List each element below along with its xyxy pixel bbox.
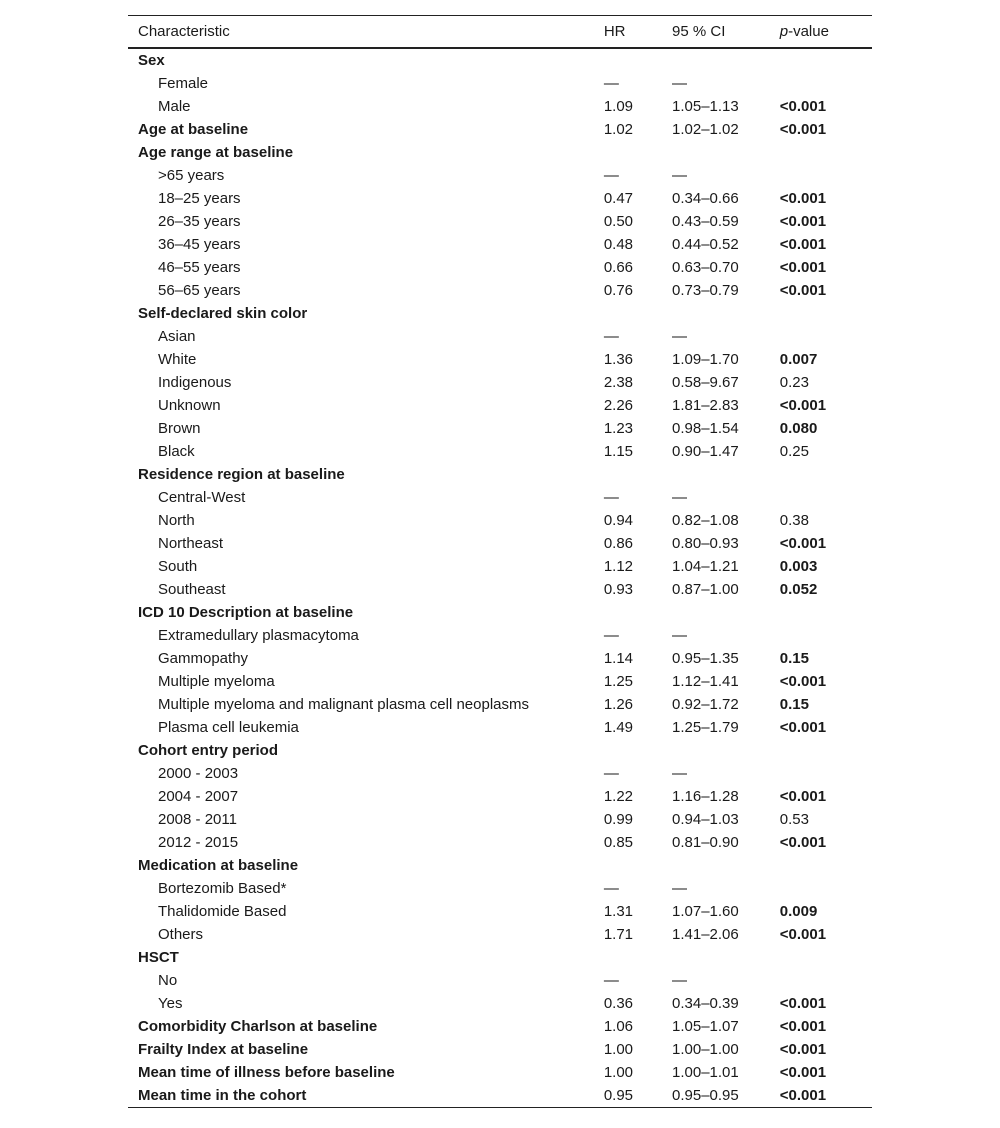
row-p-value [770,164,872,187]
row-ci [662,854,770,877]
row-characteristic: North [158,512,195,529]
row-p-value [770,877,872,900]
row-p-value [770,486,872,509]
row-ci: 0.95–1.35 [672,650,739,667]
row-hr: 0.99 [603,811,634,828]
table-row [128,1084,872,1108]
table-row [128,739,872,762]
row-hr: 0.93 [603,581,634,598]
table-row [128,417,872,440]
row-hr: 1.02 [603,121,634,138]
row-ci: — [672,972,688,989]
row-hr: 0.47 [603,190,634,207]
row-ci: 0.43–0.59 [672,213,739,230]
row-characteristic: >65 years [158,167,225,184]
row-hr: — [603,972,619,989]
row-hr: 1.71 [603,926,634,943]
row-p-value: 0.38 [779,512,809,529]
row-hr: 0.50 [603,213,634,230]
table-row [128,716,872,739]
row-p-value: 0.15 [779,650,809,667]
row-p-value: 0.052 [779,581,818,598]
row-hr [594,463,662,486]
table-row [128,877,872,900]
row-hr: 0.66 [603,259,634,276]
row-hr: 1.06 [603,1018,634,1035]
row-ci: 0.73–0.79 [672,282,739,299]
table-row [128,279,872,302]
row-p-value: <0.001 [779,190,827,207]
row-characteristic: 2000 - 2003 [158,765,239,782]
row-p-value: <0.001 [779,535,827,552]
row-ci: 0.94–1.03 [672,811,739,828]
table-row [128,233,872,256]
table-row [128,1038,872,1061]
row-ci: 1.41–2.06 [672,926,739,943]
row-p-value: 0.23 [779,374,809,391]
row-hr: 1.25 [603,673,634,690]
row-p-value [770,48,872,72]
row-ci: 1.09–1.70 [672,351,739,368]
table-row [128,808,872,831]
row-hr [594,302,662,325]
row-hr [594,141,662,164]
row-characteristic: Asian [158,328,196,345]
row-characteristic: Self-declared skin color [138,305,308,322]
row-characteristic: 2008 - 2011 [158,811,237,828]
table-row [128,647,872,670]
table-row [128,831,872,854]
row-hr: — [603,328,619,345]
row-characteristic: Gammopathy [158,650,249,667]
table-row [128,164,872,187]
row-p-value: 0.15 [779,696,809,713]
row-characteristic: Others [158,926,204,943]
row-ci: 0.44–0.52 [672,236,739,253]
row-p-value [770,72,872,95]
row-hr: 1.26 [603,696,634,713]
row-ci: 1.05–1.13 [672,98,739,115]
row-hr: 0.36 [603,995,634,1012]
table-row [128,95,872,118]
row-characteristic: Black [158,443,195,460]
row-hr: 0.86 [603,535,634,552]
row-hr: 1.22 [603,788,634,805]
row-characteristic: Frailty Index at baseline [138,1041,309,1058]
row-ci: — [672,765,688,782]
row-p-value: <0.001 [779,1018,827,1035]
row-ci: 1.02–1.02 [672,121,739,138]
row-ci [662,302,770,325]
row-characteristic: Comorbidity Charlson at baseline [138,1018,378,1035]
row-hr: 0.85 [603,834,634,851]
row-p-value: 0.009 [779,903,818,920]
row-ci: — [672,489,688,506]
row-p-value: 0.25 [779,443,809,460]
row-p-value: 0.53 [779,811,809,828]
row-ci: — [672,328,688,345]
row-hr: 1.00 [603,1064,634,1081]
row-characteristic: No [158,972,178,989]
table-row [128,578,872,601]
row-ci: 1.81–2.83 [672,397,739,414]
row-p-value: <0.001 [779,834,827,851]
row-characteristic: Multiple myeloma [158,673,275,690]
row-characteristic: Indigenous [158,374,232,391]
row-hr: 1.31 [603,903,634,920]
row-characteristic: Medication at baseline [138,857,299,874]
row-hr [594,946,662,969]
row-hr: 0.48 [603,236,634,253]
row-p-value: <0.001 [779,788,827,805]
row-characteristic: Unknown [158,397,221,414]
table-row [128,762,872,785]
table-row [128,555,872,578]
row-ci: — [672,627,688,644]
table-row [128,624,872,647]
row-p-value: 0.007 [779,351,818,368]
table-row [128,693,872,716]
row-p-value: <0.001 [779,1064,827,1081]
table-row [128,1061,872,1084]
table-row [128,141,872,164]
table-row [128,256,872,279]
table-row [128,946,872,969]
row-p-value: <0.001 [779,282,827,299]
row-ci: — [672,880,688,897]
header-p-italic: p [779,23,789,40]
row-p-value: <0.001 [779,926,827,943]
row-p-value: <0.001 [779,121,827,138]
row-ci: 0.34–0.66 [672,190,739,207]
row-p-value [770,325,872,348]
row-characteristic: Female [158,75,209,92]
row-ci: 0.90–1.47 [672,443,739,460]
row-p-value: <0.001 [779,259,827,276]
row-characteristic: South [158,558,198,575]
row-p-value [770,854,872,877]
row-p-value: 0.080 [779,420,818,437]
table-row [128,854,872,877]
row-hr: 1.15 [603,443,634,460]
row-characteristic: HSCT [138,949,179,966]
row-characteristic: Sex [138,52,165,69]
row-characteristic: Age range at baseline [138,144,294,161]
row-p-value: 0.003 [779,558,818,575]
row-characteristic: Yes [158,995,183,1012]
row-ci [662,141,770,164]
row-p-value: <0.001 [779,1041,827,1058]
row-characteristic: Male [158,98,191,115]
row-p-value: <0.001 [779,995,827,1012]
row-ci: 1.00–1.00 [672,1041,739,1058]
hazard-ratio-table [128,15,872,1108]
row-characteristic: Thalidomide Based [158,903,287,920]
row-characteristic: Cohort entry period [138,742,279,759]
header-hr: HR [594,16,662,49]
row-p-value: <0.001 [779,213,827,230]
row-characteristic: Plasma cell leukemia [158,719,299,736]
row-ci: 0.92–1.72 [672,696,739,713]
row-ci: 1.07–1.60 [672,903,739,920]
row-hr: 1.14 [603,650,634,667]
table-row [128,923,872,946]
row-characteristic: ICD 10 Description at baseline [138,604,354,621]
header-row [128,16,872,49]
row-ci: 1.05–1.07 [672,1018,739,1035]
table-body [128,48,872,1108]
row-characteristic: Multiple myeloma and malignant plasma cell neoplasms [158,696,530,713]
row-p-value: <0.001 [779,673,827,690]
row-ci [662,48,770,72]
row-characteristic: 26–35 years [158,213,241,230]
row-characteristic: Extramedullary plasmacytoma [158,627,359,644]
row-hr: 2.38 [603,374,634,391]
row-characteristic: Northeast [158,535,224,552]
table-row [128,900,872,923]
header-p-suffix: -value [788,23,829,40]
row-ci: 0.98–1.54 [672,420,739,437]
row-p-value [770,601,872,624]
row-hr: 1.12 [603,558,634,575]
row-ci: 1.00–1.01 [672,1064,739,1081]
table-row [128,48,872,72]
table-row [128,440,872,463]
table-row [128,670,872,693]
table-row [128,509,872,532]
row-p-value [770,302,872,325]
row-ci [662,601,770,624]
row-ci [662,739,770,762]
row-ci: 1.04–1.21 [672,558,739,575]
row-p-value [770,762,872,785]
table-row [128,348,872,371]
row-hr: 2.26 [603,397,634,414]
row-p-value [770,739,872,762]
row-hr: 1.49 [603,719,634,736]
row-hr [594,854,662,877]
row-p-value [770,463,872,486]
row-hr: — [603,167,619,184]
row-p-value [770,624,872,647]
row-ci: 0.95–0.95 [662,1084,770,1108]
row-hr: — [603,489,619,506]
row-characteristic: 56–65 years [158,282,241,299]
table-row [128,325,872,348]
table-row [128,394,872,417]
table-row [128,187,872,210]
table-row [128,118,872,141]
row-characteristic: Brown [158,420,201,437]
table-row [128,72,872,95]
table-row [128,1015,872,1038]
row-p-value [770,969,872,992]
table-row [128,371,872,394]
row-ci: 0.58–9.67 [672,374,739,391]
row-ci: 0.82–1.08 [672,512,739,529]
row-characteristic: 2012 - 2015 [158,834,239,851]
row-hr: — [603,880,619,897]
row-characteristic: Southeast [158,581,226,598]
row-characteristic: 18–25 years [158,190,241,207]
row-ci: 1.12–1.41 [672,673,739,690]
row-characteristic: 36–45 years [158,236,241,253]
row-p-value [770,946,872,969]
table-row [128,302,872,325]
row-hr: 0.94 [603,512,634,529]
results-table-container [128,15,872,1108]
row-p-value: <0.001 [770,1084,872,1108]
row-ci: 0.34–0.39 [672,995,739,1012]
row-hr: 0.95 [594,1084,662,1108]
row-ci [662,463,770,486]
row-ci: 0.87–1.00 [672,581,739,598]
header-p-value [770,16,872,49]
row-ci: 1.16–1.28 [672,788,739,805]
row-characteristic: Central-West [158,489,246,506]
row-hr: 0.76 [603,282,634,299]
row-ci: 1.25–1.79 [672,719,739,736]
row-characteristic: Mean time of illness before baseline [138,1064,395,1081]
header-characteristic: Characteristic [128,16,594,49]
row-characteristic: Age at baseline [138,121,249,138]
table-row [128,210,872,233]
row-p-value: <0.001 [779,397,827,414]
row-hr [594,739,662,762]
row-ci: 0.80–0.93 [672,535,739,552]
row-characteristic: White [158,351,197,368]
table-row [128,486,872,509]
row-p-value: <0.001 [779,719,827,736]
row-characteristic: 2004 - 2007 [158,788,239,805]
table-row [128,532,872,555]
row-characteristic: 46–55 years [158,259,241,276]
row-p-value [770,141,872,164]
row-hr [594,601,662,624]
table-row [128,969,872,992]
table-header [128,16,872,49]
row-ci: — [672,75,688,92]
row-ci: — [672,167,688,184]
row-p-value: <0.001 [779,236,827,253]
table-row [128,785,872,808]
row-ci [662,946,770,969]
row-p-value: <0.001 [779,98,827,115]
row-hr: 1.36 [603,351,634,368]
row-characteristic: Mean time in the cohort [128,1084,594,1108]
header-ci: 95 % CI [662,16,770,49]
row-characteristic: Bortezomib Based* [158,880,287,897]
row-ci: 0.81–0.90 [672,834,739,851]
table-row [128,601,872,624]
row-hr: — [603,765,619,782]
row-hr: 1.00 [603,1041,634,1058]
row-hr: 1.09 [603,98,634,115]
row-hr [594,48,662,72]
row-hr: — [603,627,619,644]
row-ci: 0.63–0.70 [672,259,739,276]
row-hr: 1.23 [603,420,634,437]
row-hr: — [603,75,619,92]
row-characteristic: Residence region at baseline [138,466,345,483]
table-row [128,992,872,1015]
table-row [128,463,872,486]
